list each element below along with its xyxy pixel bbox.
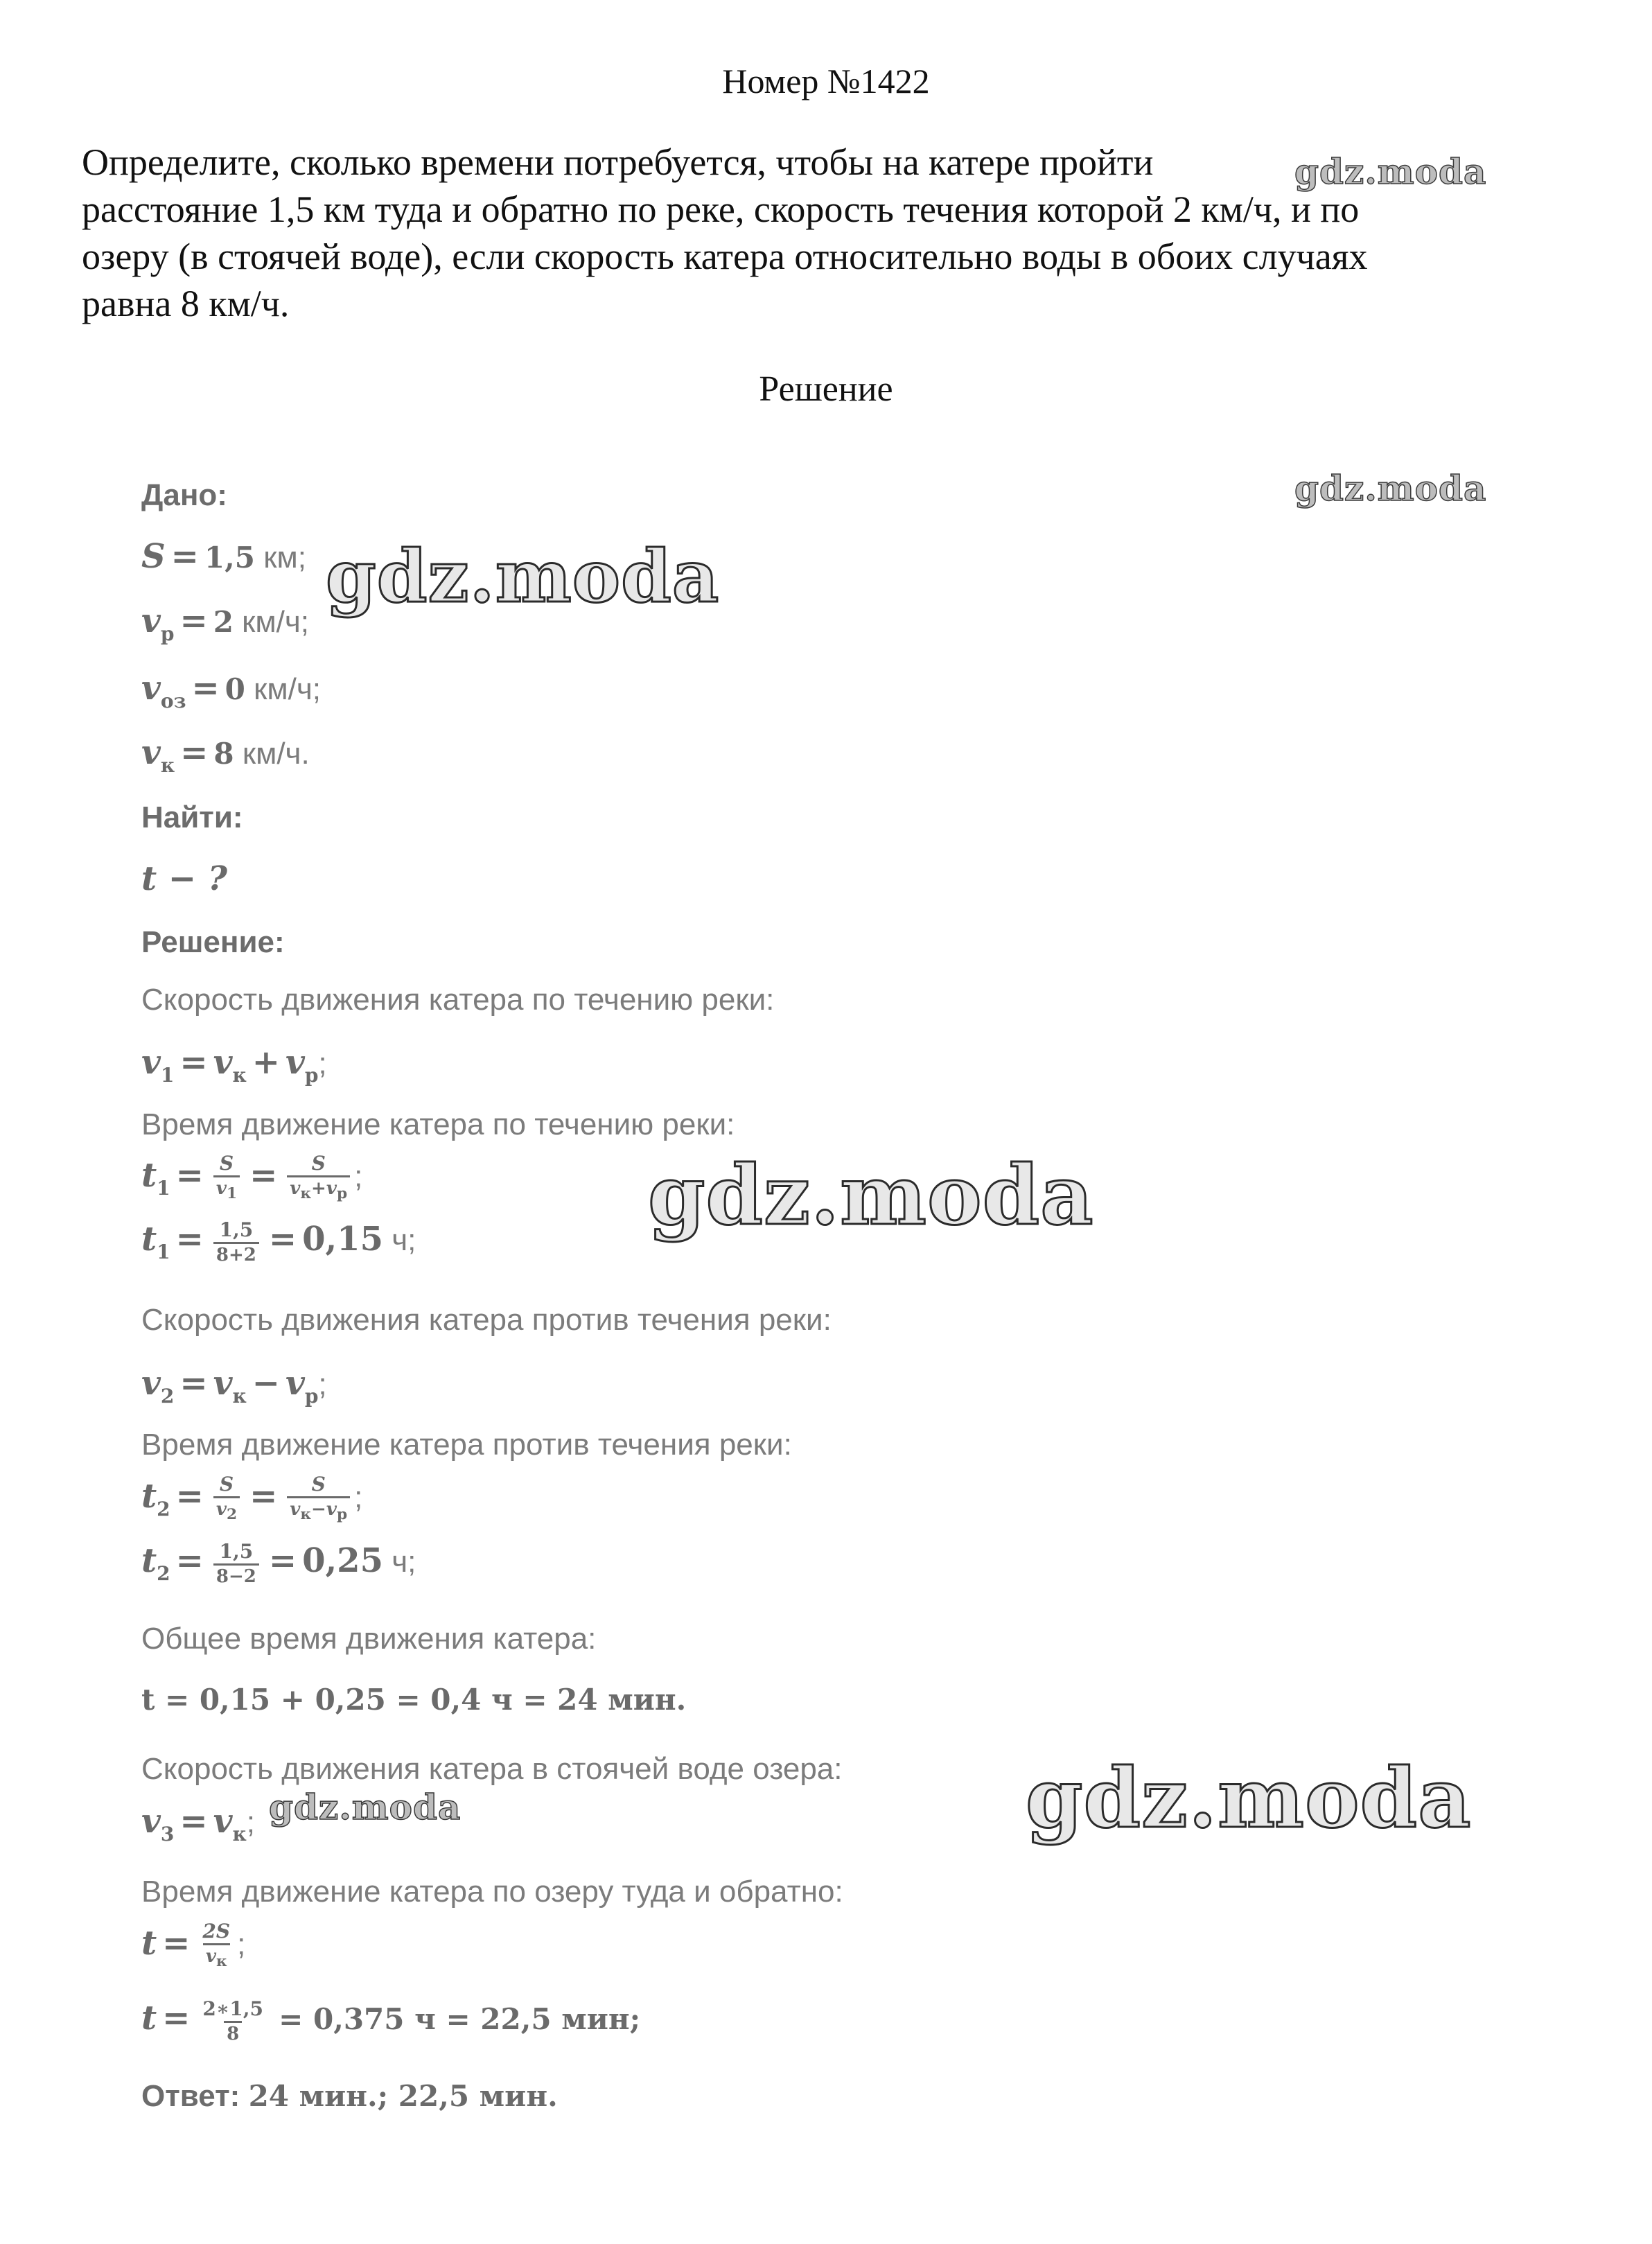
- find-expression: t − ?: [141, 859, 227, 898]
- given-boat-speed: $v_к = 8$ км/ч.: [141, 733, 310, 777]
- find-label: Найти:: [141, 800, 243, 834]
- watermark: gdz.moda: [269, 1787, 462, 1827]
- solution-label: Решение:: [141, 925, 285, 959]
- formula-v1: $v_1 = v_к + v_р$;: [141, 1043, 327, 1087]
- formula-t1-value: $t_1$ = $\frac{1,5}{8+2}$ = 0,15 ч;: [141, 1218, 416, 1265]
- step-text: Скорость движения катера по течению реки:: [141, 983, 775, 1017]
- step-text: Скорость движения катера в стоячей воде озера:: [141, 1752, 843, 1786]
- formula-t-lake: t = $\frac{2S}{v_к}$ ;: [141, 1920, 245, 1973]
- watermark: gdz.moda: [326, 534, 720, 619]
- task-line: озеру (в стоячей воде), если скорость катера относительно воды в обоих случаях: [82, 236, 1368, 277]
- given-lake-speed: $v_{оз} = 0$ км/ч;: [141, 669, 321, 712]
- formula-v2: $v_2 = v_к - v_р$;: [141, 1364, 327, 1408]
- given-river-speed: $v_р = 2$ км/ч;: [141, 602, 310, 645]
- watermark: gdz.moda: [1294, 468, 1487, 509]
- total-time: t = 0,15 + 0,25 = 0,4 ч = 24 мин.: [141, 1683, 687, 1717]
- step-text: Время движение катера по течению реки:: [141, 1107, 735, 1141]
- step-text: Время движение катера по озеру туда и обратно:: [141, 1875, 843, 1909]
- formula-t2: $t_2$ = $\frac{S}{v_2}$ = $\frac{S}{v_к-v_р}$ ;: [141, 1473, 362, 1526]
- task-line: равна 8 км/ч.: [82, 283, 290, 324]
- step-text: Скорость движения катера против течения реки:: [141, 1303, 832, 1337]
- formula-v3: $v_3 = v_к$;: [141, 1802, 255, 1846]
- task-line: Определите, сколько времени потребуется, чтобы на катере пройти: [82, 141, 1154, 183]
- watermark: gdz.moda: [1294, 151, 1487, 192]
- answer-line: Ответ: 24 мин.; 22,5 мин.: [141, 2079, 558, 2113]
- formula-t-lake-value: t = $\frac{2∗1,5}{8}$ = 0,375 ч = 22,5 мин;: [141, 1997, 641, 2044]
- task-line: расстояние 1,5 км туда и обратно по реке, скорость течения которой 2 км/ч, и по: [82, 189, 1360, 230]
- watermark: gdz.moda: [648, 1147, 1094, 1243]
- solution-heading: Решение: [759, 369, 893, 409]
- step-text: Время движение катера против течения реки:: [141, 1428, 792, 1462]
- formula-t2-value: $t_2$ = $\frac{1,5}{8-2}$ = 0,25 ч;: [141, 1540, 416, 1587]
- page-title: Номер №1422: [722, 62, 930, 100]
- formula-t1: $t_1$ = $\frac{S}{v_1}$ = $\frac{S}{v_к+v_р}$ ;: [141, 1152, 362, 1205]
- watermark: gdz.moda: [1026, 1750, 1472, 1846]
- step-text: Общее время движения катера:: [141, 1622, 597, 1656]
- given-distance: S = 1,5 км;: [141, 537, 306, 576]
- given-label: Дано:: [141, 478, 227, 512]
